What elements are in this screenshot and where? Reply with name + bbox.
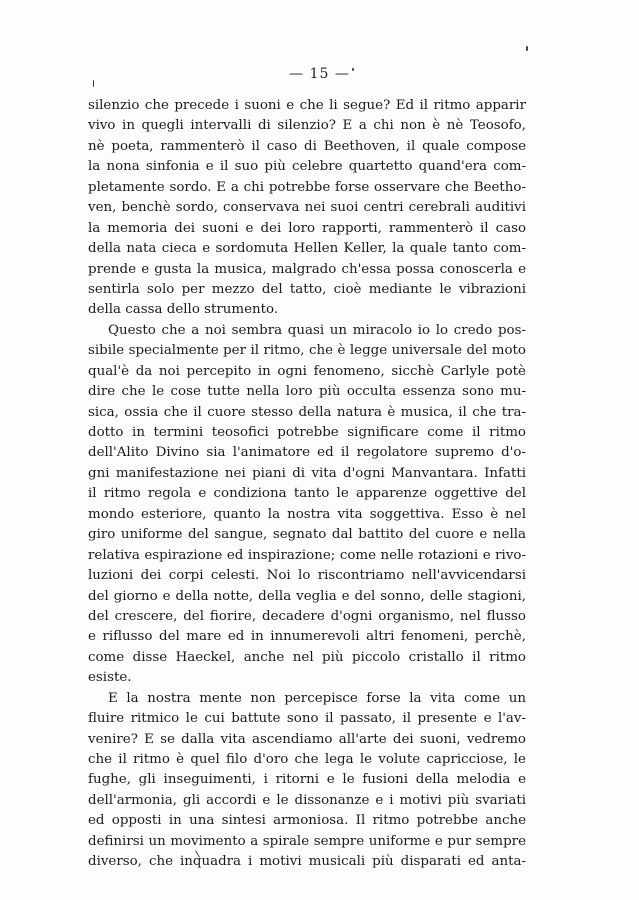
text-line: dell'Alito Divino sia l'animatore ed il regolatore supremo d'o- xyxy=(88,445,526,461)
text-line: la memoria dei suoni e dei loro rapporti, rammenterò il caso xyxy=(88,220,526,236)
text-line: del giorno e della notte, della veglia e del sonno, delle stagioni, xyxy=(88,588,526,604)
scan-speck xyxy=(526,46,528,51)
text-line: sica, ossia che il cuore stesso della natura è musica, il che tra- xyxy=(88,404,526,420)
text-line: gni manifestazione nei piani di vita d'ogni Manvantara. Infatti xyxy=(88,465,526,481)
text-line: della nata cieca e sordomuta Hellen Keller, la quale tanto com- xyxy=(88,241,526,257)
text-line: come disse Haeckel, anche nel più piccolo cristallo il ritmo xyxy=(88,649,526,665)
page-number: — 15 — xyxy=(289,66,350,82)
text-line: il ritmo regola e condiziona tanto le apparenze oggettive del xyxy=(88,486,526,502)
text-line: fluire ritmico le cui battute sono il passato, il presente e l'av- xyxy=(88,711,526,727)
text-line: del crescere, del fiorire, decadere d'ogni organismo, nel flusso xyxy=(88,608,526,624)
text-line: dotto in termini teosofici potrebbe significare come il ritmo xyxy=(88,425,526,440)
text-line: E la nostra mente non percepisce forse la vita come un xyxy=(108,690,526,706)
text-line: prende e gusta la musica, malgrado ch'essa possa conoscerla e xyxy=(88,261,526,277)
text-line: luzioni dei corpi celesti. Noi lo riscontriamo nell'avvicendarsi xyxy=(88,568,526,584)
body-text xyxy=(88,96,526,873)
text-line: giro uniforme del sangue, segnato dal battito del cuore e nella xyxy=(88,527,526,543)
text-line: ed opposti in una sintesi armoniosa. Il ritmo potrebbe anche xyxy=(88,813,526,829)
text-line: Questo che a noi sembra quasi un miracolo io lo credo pos- xyxy=(108,322,526,338)
text-line: venire? E se dalla vita ascendiamo all'arte dei suoni, vedremo xyxy=(88,731,526,747)
text-line: diverso, che inquadra i motivi musicali più disparati ed anta- xyxy=(88,854,526,870)
text-line: qual'è da noi percepito in ogni fenomeno, sicchè Carlyle potè xyxy=(88,363,526,379)
text-line: la nona sinfonia e il suo più celebre quartetto quand'era com- xyxy=(88,159,526,175)
text-line: relativa espirazione ed inspirazione; come nelle rotazioni e rivo- xyxy=(88,547,526,563)
text-line: nè poeta, rammenterò il caso di Beethoven, il quale compose xyxy=(88,138,526,154)
text-line: dell'armonia, gli accordi e le dissonanze e i motivi più svariati xyxy=(88,792,526,808)
text-line: pletamente sordo. E a chi potrebbe forse osservare che Beetho- xyxy=(88,179,526,195)
text-line: fughe, gli inseguimenti, i ritorni e le fusioni della melodia e xyxy=(88,772,526,788)
text-line: sentirla solo per mezzo del tatto, cioè mediante le vibrazioni xyxy=(88,281,526,297)
text-line: vivo in quegli intervalli di silenzio? E a chi non è nè Teosofo, xyxy=(88,118,526,134)
text-line: esiste. xyxy=(88,670,132,686)
text-line: definirsi un movimento a spirale sempre uniforme e pur sempre xyxy=(88,833,526,849)
text-line: silenzio che precede i suoni e che li segue? Ed il ritmo apparir xyxy=(88,98,526,113)
text-line: sibile specialmente per il ritmo, che è legge universale del moto xyxy=(88,343,526,359)
text-line: e riflusso del mare ed in innumerevoli altri fenomeni, perchè, xyxy=(88,629,526,645)
text-line: che il ritmo è quel filo d'oro che lega le volute capricciose, le xyxy=(88,752,526,767)
text-line: ven, benchè sordo, conservava nei suoi centri cerebrali auditivi xyxy=(88,200,526,216)
text-line: dire che le cose tutte nella loro più occulta essenza sono mu- xyxy=(88,384,526,400)
text-line: della cassa dello strumento. xyxy=(88,302,279,318)
text-line: mondo esteriore, quanto la nostra vita soggettiva. Esso è nel xyxy=(88,506,526,522)
